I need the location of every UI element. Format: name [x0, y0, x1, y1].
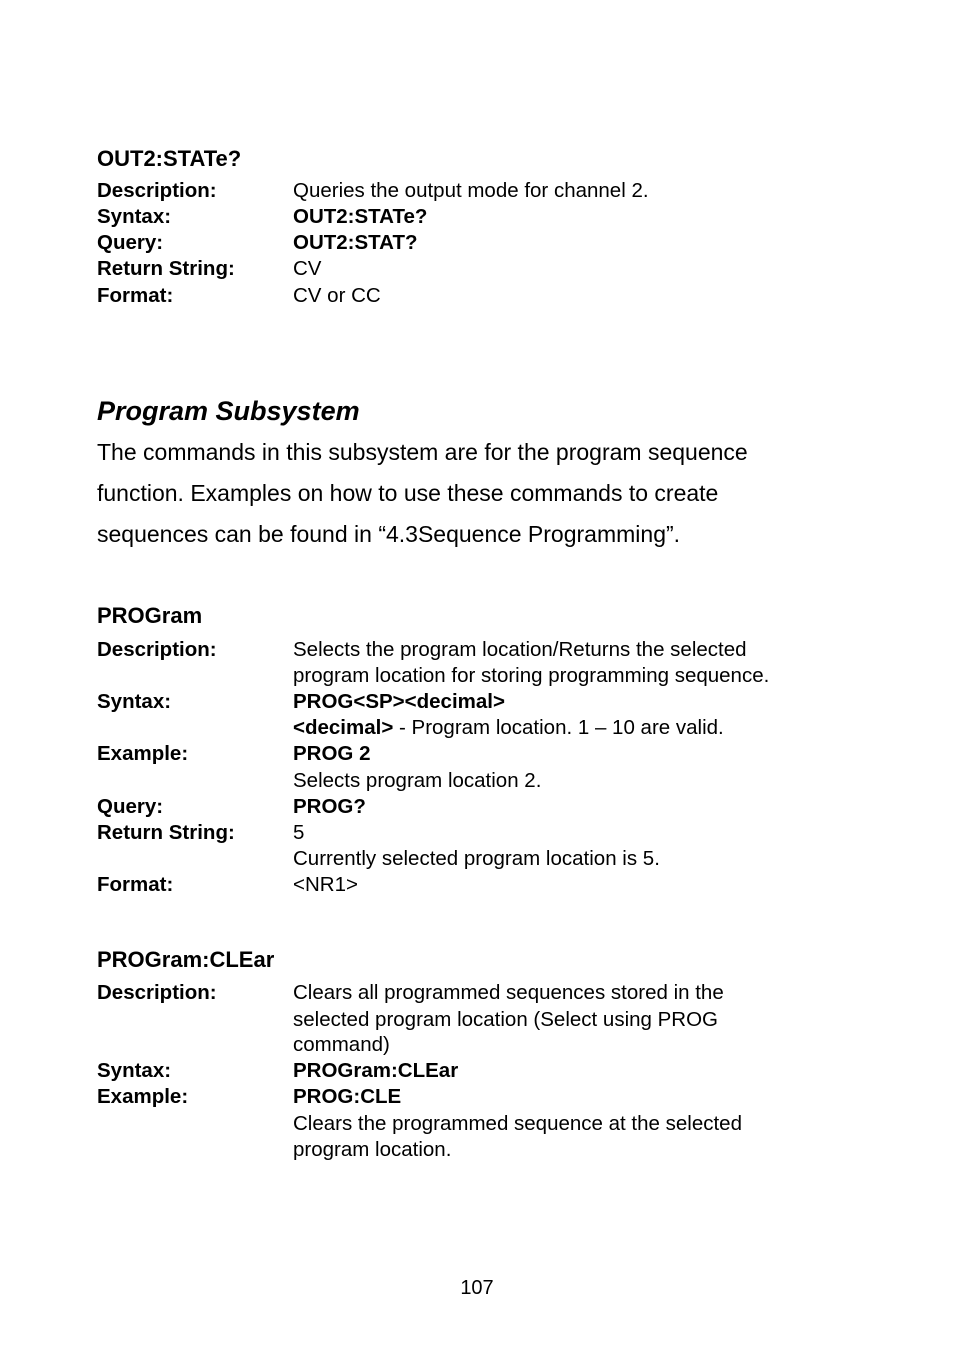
page-number: 107	[460, 1277, 494, 1299]
example-label: Example:	[97, 1085, 189, 1108]
command-title-program: PROGram	[97, 603, 203, 628]
command-title-out2-state: OUT2:STATe?	[97, 146, 242, 171]
example-value: PROG 2	[293, 742, 371, 765]
description-label: Description:	[97, 981, 217, 1004]
query-label: Query:	[97, 795, 164, 818]
syntax-param-description: - Program location. 1 – 10 are valid.	[393, 716, 724, 739]
query-label: Query:	[97, 231, 164, 254]
format-label: Format:	[97, 284, 174, 307]
description-value: selected program location (Select using PROG	[293, 1008, 719, 1031]
syntax-param: <decimal>	[293, 716, 394, 739]
description-label: Description:	[97, 179, 217, 202]
example-label: Example:	[97, 742, 189, 765]
example-value: PROG:CLE	[293, 1085, 402, 1108]
section-paragraph-line: The commands in this subsystem are for the program sequence	[97, 439, 748, 465]
example-description: program location.	[293, 1138, 452, 1161]
syntax-value: PROGram:CLEar	[293, 1059, 459, 1082]
format-label: Format:	[97, 873, 174, 896]
syntax-label: Syntax:	[97, 205, 172, 228]
description-value: program location for storing programming sequence.	[293, 664, 770, 687]
section-paragraph-line: sequences can be found in “4.3Sequence Programming”.	[97, 521, 681, 547]
description-value: command)	[293, 1033, 390, 1056]
description-value: Queries the output mode for channel 2.	[293, 179, 649, 202]
syntax-label: Syntax:	[97, 690, 172, 713]
return-string-value: CV	[293, 257, 322, 280]
return-string-value: 5	[293, 821, 305, 844]
return-string-label: Return String:	[97, 821, 235, 844]
description-value: Selects the program location/Returns the selected	[293, 638, 747, 661]
syntax-param-line	[293, 715, 853, 741]
syntax-label: Syntax:	[97, 1059, 172, 1082]
syntax-value: OUT2:STATe?	[293, 205, 428, 228]
section-paragraph-line: function. Examples on how to use these commands to create	[97, 480, 719, 506]
example-description: Clears the programmed sequence at the selected	[293, 1112, 742, 1135]
example-description: Selects program location 2.	[293, 769, 542, 792]
format-value: CV or CC	[293, 284, 381, 307]
syntax-value: PROG<SP><decimal>	[293, 690, 505, 713]
return-string-description: Currently selected program location is 5.	[293, 847, 660, 870]
return-string-label: Return String:	[97, 257, 235, 280]
query-value: OUT2:STAT?	[293, 231, 418, 254]
description-label: Description:	[97, 638, 217, 661]
description-value: Clears all programmed sequences stored in the	[293, 981, 724, 1004]
query-value: PROG?	[293, 795, 366, 818]
section-title: Program Subsystem	[97, 396, 360, 426]
command-title-program-clear: PROGram:CLEar	[97, 947, 275, 972]
format-value: <NR1>	[293, 873, 358, 896]
